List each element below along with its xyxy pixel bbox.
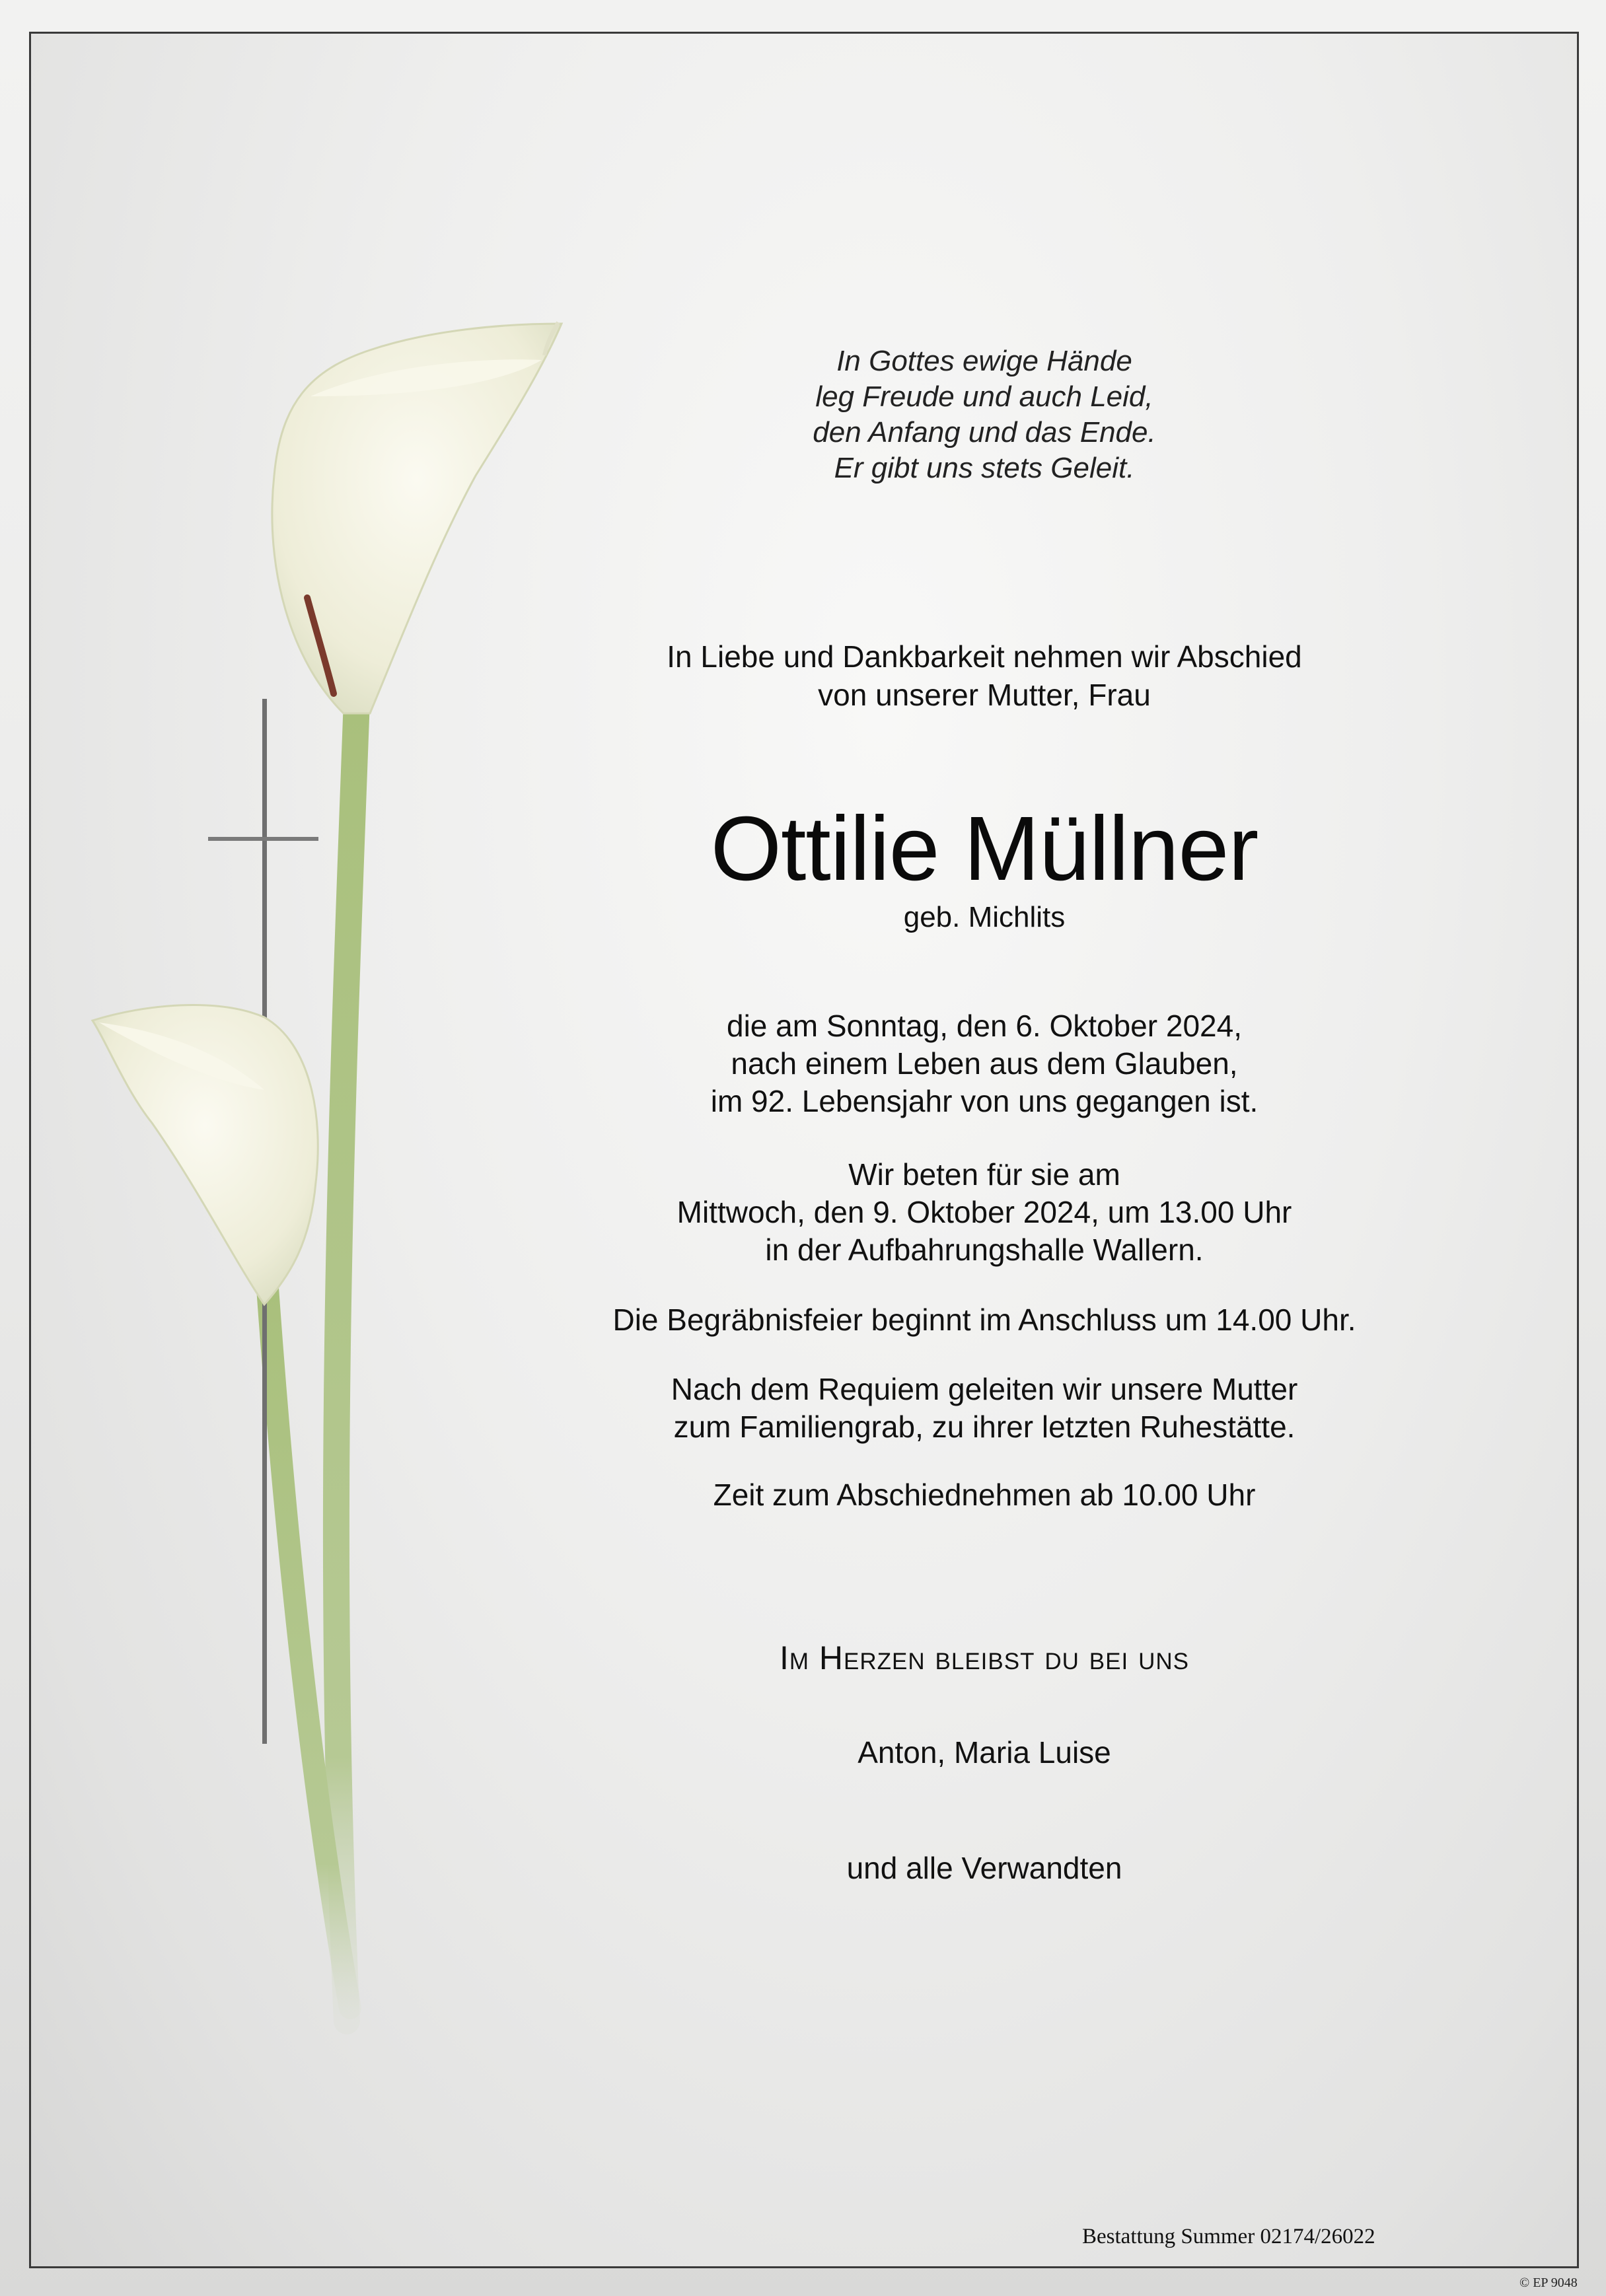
verse-line: leg Freude und auch Leid, [815,380,1153,413]
verse-line: In Gottes ewige Hände [836,345,1132,377]
family-names: Anton, Maria Luise [858,1735,1111,1770]
paragraph-line: Wir beten für sie am [848,1157,1120,1192]
paragraph-line: zum Familiengrab, zu ihrer letzten Ruhestätte. [673,1410,1296,1444]
intro-line: In Liebe und Dankbarkeit nehmen wir Abschied [667,639,1302,674]
paragraph-line: Mittwoch, den 9. Oktober 2024, um 13.00 Uhr [676,1195,1292,1229]
burial-paragraph [568,1371,1401,1446]
intro-line: von unserer Mutter, Frau [818,678,1151,712]
verse-line: den Anfang und das Ende. [813,416,1156,448]
calla-lily-icon [272,322,562,713]
maiden-name: geb. Michlits [903,901,1066,933]
print-code: © EP 9048 [1519,2276,1578,2290]
paragraph-line: die am Sonntag, den 6. Oktober 2024, [727,1009,1242,1043]
tall-stem [336,700,357,2021]
paragraph-line: Zeit zum Abschiednehmen ab 10.00 Uhr [713,1478,1256,1512]
memorial-motto: Im Herzen bleibst du bei uns [779,1639,1190,1676]
calla-lily-icon [92,1005,318,1305]
death-notice-paragraph [568,1007,1401,1120]
paragraph-line: in der Aufbahrungshalle Wallern. [765,1233,1204,1267]
paragraph-line: Nach dem Requiem geleiten wir unsere Mutter [671,1372,1298,1406]
funeral-paragraph [568,1301,1401,1339]
paragraph-line: nach einem Leben aus dem Glauben, [731,1046,1238,1081]
relatives-line: und alle Verwandten [846,1851,1122,1885]
farewell-intro [568,637,1401,714]
undertaker-contact: Bestattung Summer 02174/26022 [1082,2225,1375,2248]
paragraph-line: im 92. Lebensjahr von uns gegangen ist. [710,1084,1259,1118]
paragraph-line: Die Begräbnisfeier beginnt im Anschluss um 14.00 Uhr. [612,1303,1356,1337]
deceased-name: Ottilie Müllner [710,798,1259,900]
viewing-paragraph [568,1476,1401,1514]
verse-line: Er gibt uns stets Geleit. [834,452,1135,484]
prayer-paragraph [568,1156,1401,1269]
memorial-verse [568,343,1401,486]
